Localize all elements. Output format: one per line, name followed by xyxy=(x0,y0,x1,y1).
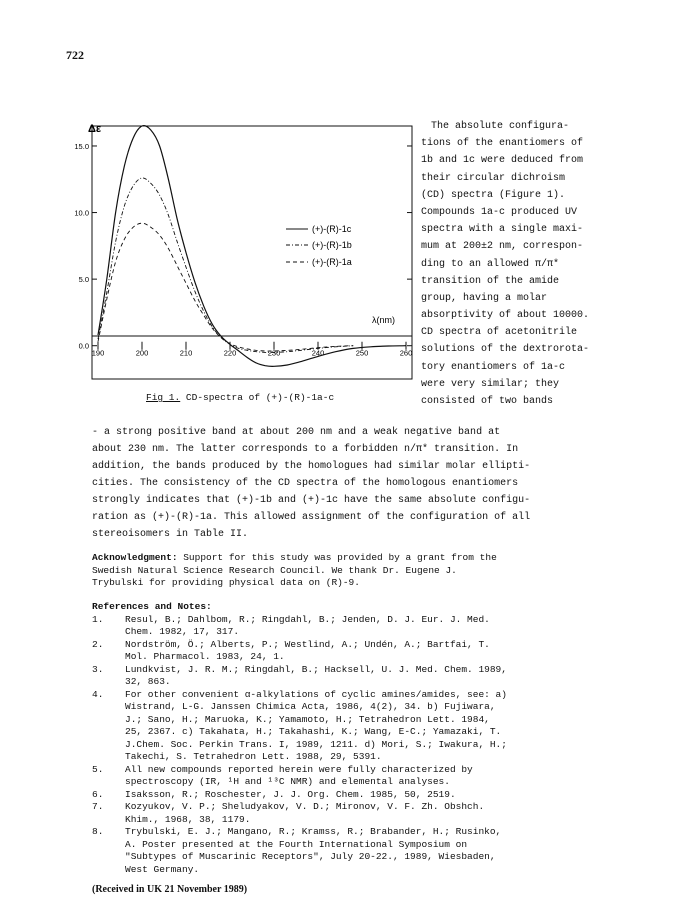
side-text-line: spectra with a single maxi- xyxy=(421,224,584,236)
side-text-line: Compounds 1a-c produced UV xyxy=(421,206,578,218)
reference-line: Wistrand, L-G. Janssen Chimica Acta, 1986, 4(2), 34. b) Fujiwara, xyxy=(125,701,496,712)
reference-item xyxy=(92,801,637,826)
reference-line: "Subtypes of Muscarinic Receptors", July 20-22., 1989, Wiesbaden, xyxy=(125,851,496,862)
side-text-line: absorptivity of about 10000. xyxy=(421,310,590,322)
x-tick-label: 210 xyxy=(179,348,193,358)
reference-line: Kozyukov, V. P.; Sheludyakov, V. D.; Mironov, V. F. Zh. Obshch. xyxy=(125,801,485,812)
reference-line: All new compounds reported herein were fully characterized by xyxy=(125,763,473,775)
legend-label-1c: (+)-(R)-1c xyxy=(312,224,352,234)
body-paragraph xyxy=(92,424,632,543)
x-tick-label: 200 xyxy=(135,348,149,358)
acknowledgment-line: Swedish Natural Science Research Council. We thank Dr. Eugene J. xyxy=(92,564,457,576)
reference-item xyxy=(92,664,637,689)
side-text-line: The absolute configura- xyxy=(431,121,570,132)
body-line: ration as (+)-(R)-1a. This allowed assignment of the configuration of all xyxy=(92,512,531,523)
reference-line: Trybulski, E. J.; Mangano, R.; Kramss, R.; Brabander, H.; Rusinko, xyxy=(125,826,502,837)
body-line: strongly indicates that (+)-1b and (+)-1c have the same absolute configu- xyxy=(92,495,531,506)
reference-line: Khim., 1968, 38, 1179. xyxy=(125,813,251,825)
legend-label-1b: (+)-(R)-1b xyxy=(312,240,352,250)
reference-number: 2. xyxy=(92,638,104,650)
reference-number: 8. xyxy=(92,826,104,837)
reference-number: 6. xyxy=(92,788,104,800)
reference-line: For other convenient α-alkylations of cyclic amines/amides, see: a) xyxy=(125,688,507,700)
body-line: stereoisomers in Table II. xyxy=(92,529,249,540)
figure-caption xyxy=(146,392,334,403)
reference-item xyxy=(92,689,637,764)
reference-number: 3. xyxy=(92,663,104,675)
x-tick-label: 240 xyxy=(311,348,325,358)
reference-number: 4. xyxy=(92,688,104,700)
side-text-line: their circular dichroism xyxy=(421,172,566,184)
side-text-line: CD spectra of acetonitrile xyxy=(421,327,578,339)
figure-caption-prefix: Fig 1. xyxy=(146,392,181,403)
reference-line: spectroscopy (IR, ¹H and ¹³C NMR) and elemental analyses. xyxy=(125,776,450,787)
acknowledgment-line: Trybulski for providing physical data on (R)-9. xyxy=(92,577,360,588)
figure-caption-text: CD-spectra of (+)-(R)-1a-c xyxy=(180,392,335,403)
y-tick-label: 5.0 xyxy=(78,275,89,285)
reference-line: J.; Sano, H.; Maruoka, K.; Yamamoto, H.; Tetrahedron Lett. 1984, xyxy=(125,713,490,725)
x-tick-label: 260 xyxy=(399,348,413,358)
body-line: about 230 nm. The latter corresponds to a forbidden n/π* transition. In xyxy=(92,444,519,455)
side-text-line: mum at 200±2 nm, correspon- xyxy=(421,241,584,253)
reference-line: Chem. 1982, 17, 317. xyxy=(125,626,240,637)
side-text-line: tory enantiomers of 1a-c xyxy=(421,361,566,373)
acknowledgment-line: Support for this study was provided by a grant from the xyxy=(177,552,497,563)
legend-label-1a: (+)-(R)-1a xyxy=(312,257,352,267)
reference-line: Lundkvist, J. R. M.; Ringdahl, B.; Hacksell, U. J. Med. Chem. 1989, xyxy=(125,663,507,675)
side-text-line: transition of the amide xyxy=(421,275,560,287)
reference-line: Mol. Pharmacol. 1983, 24, 1. xyxy=(125,651,285,662)
x-tick-label: 220 xyxy=(223,348,237,358)
series-line-r1c xyxy=(98,126,406,367)
y-tick-label: 15.0 xyxy=(74,141,89,151)
acknowledgment xyxy=(92,552,632,590)
reference-item xyxy=(92,639,637,664)
reference-line: J.Chem. Soc. Perkin Trans. I, 1989, 1211. d) Mori, S.; Iwakura, H.; xyxy=(125,738,507,750)
x-tick-label: 230 xyxy=(267,348,281,358)
side-text-line: tions of the enantiomers of xyxy=(421,138,584,150)
reference-number: 5. xyxy=(92,763,104,775)
side-text-line: were very similar; they xyxy=(421,378,560,390)
received-date: (Received in UK 21 November 1989) xyxy=(92,884,248,895)
reference-line: A. Poster presented at the Fourth International Symposium on xyxy=(125,838,468,850)
y-axis-label: Δε xyxy=(88,123,102,135)
body-line: - a strong positive band at about 200 nm and a weak negative band at xyxy=(92,427,501,438)
reference-item xyxy=(92,826,637,876)
x-tick-label: 190 xyxy=(91,348,105,358)
side-text-line: group, having a molar xyxy=(421,292,548,304)
reference-list xyxy=(92,614,637,877)
reference-item xyxy=(92,764,637,789)
y-tick-label: 0.0 xyxy=(78,341,89,351)
x-tick-label: 250 xyxy=(355,348,369,358)
reference-line: 25, 2367. c) Takahata, H.; Takahashi, K.; Wang, E-C.; Yamazaki, T. xyxy=(125,726,502,737)
reference-line: Nordström, Ö.; Alberts, P.; Westlind, A.; Undén, A.; Bartfai, T. xyxy=(125,638,490,650)
x-axis-label: λ(nm) xyxy=(372,315,395,325)
side-text-line: consisted of two bands xyxy=(421,396,554,407)
body-line: cities. The consistency of the CD spectra of the homologous enantiomers xyxy=(92,478,519,489)
reference-line: Resul, B.; Dahlbom, R.; Ringdahl, B.; Jenden, D. J. Eur. J. Med. xyxy=(125,613,490,625)
reference-line: West Germany. xyxy=(125,863,200,875)
reference-line: Isaksson, R.; Roschester, J. J. Org. Chem. 1985, 50, 2519. xyxy=(125,788,456,800)
cd-spectra-figure xyxy=(74,118,416,388)
side-text-line: ding to an allowed π/π* xyxy=(421,258,560,270)
plot-frame xyxy=(92,126,412,379)
legend xyxy=(286,224,352,267)
references xyxy=(92,601,637,876)
page-number: 722 xyxy=(66,48,84,62)
acknowledgment-heading: Acknowledgment: xyxy=(92,552,178,563)
reference-number: 1. xyxy=(92,613,104,625)
y-tick-label: 10.0 xyxy=(74,208,89,218)
reference-item xyxy=(92,789,637,802)
side-text-line: 1b and 1c were deduced from xyxy=(421,155,584,167)
reference-line: 32, 863. xyxy=(125,676,171,687)
side-text-line: (CD) spectra (Figure 1). xyxy=(421,189,566,201)
body-line: addition, the bands produced by the homologues had similar molar ellipti- xyxy=(92,461,531,472)
side-text-line: solutions of the dextrorota- xyxy=(421,344,590,356)
side-text-column xyxy=(421,118,621,410)
reference-number: 7. xyxy=(92,801,104,812)
reference-item xyxy=(92,614,637,639)
reference-line: Takechi, S. Tetrahedron Lett. 1988, 29, 5391. xyxy=(125,751,382,762)
references-heading: References and Notes: xyxy=(92,601,212,612)
